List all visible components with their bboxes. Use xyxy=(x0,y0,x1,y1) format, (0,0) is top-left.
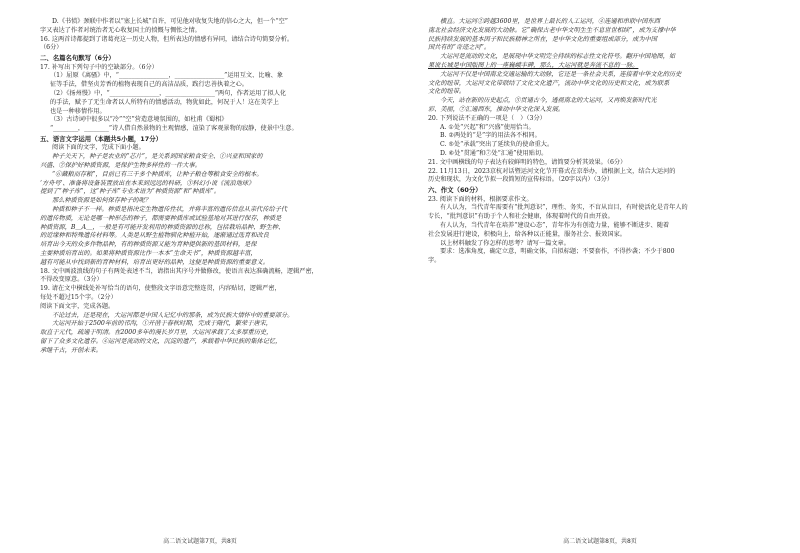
material-1-line-1: 有人认为，当代青年需要有“批判意识”，理性、务实，不盲从盲目，有时使活化是青年人的 xyxy=(440,204,688,212)
essay-requirement-line-1: 要求：选准角度，确定立意，明确文体，自拟标题；不要套作，不得抄袭；不少于800 xyxy=(440,248,675,256)
q23-prompt: 23. 阅读下面的材料，根据要求作文。 xyxy=(428,195,533,203)
passage-4-line-7: 越有可能从中找到新的育种材料，培育出更好的品种，这便是种质资源的重要意义。 xyxy=(40,258,269,266)
passage-9-line-3: 文化的纽带。 xyxy=(428,88,466,96)
passage-4-line-3: 种质资源，B＿A＿，一般是有可能开发利用的种质资源的总称，包括栽培品种、野生种、 xyxy=(40,223,285,231)
essay-requirement-line-2: 字。 xyxy=(428,257,441,265)
page-footer: 高二语文试题第8页，共8页 xyxy=(563,538,637,545)
material-2-line-2: 社会发展进行建设，积极向上，给各种以正能量，服务社会、报效国家。 xyxy=(428,230,626,238)
passage-1-line-1: 种子关天下，种子是农业的“芯片”，是关系到国家粮食安全、①兴亚和国家的 xyxy=(52,153,263,161)
q19-line-2: 每处不超过15个字。（2分） xyxy=(40,293,117,301)
q19-line-1: 19. 请在文中横线处补写恰当的语句，使整段文字语意完整连贯，内容贴切，逻辑严密， xyxy=(40,285,281,293)
passage-7-line-3: 民族持续发展的基本因子和民族精神之所在，是中华文化的重要组成部分，成为中国 xyxy=(428,35,657,43)
passage-9-line-2: 文化的纽带，大运河文化带联结了文化文化遗产，流动中华文化的历史和文化，成为联系 xyxy=(428,79,670,87)
q20-option-d: D. ⑥处“贯通”和⑦处“汇通”使用贴切。 xyxy=(440,149,548,157)
page-8 xyxy=(400,0,800,553)
section-6-heading: 六、作文（60分） xyxy=(428,186,482,195)
q20-option-b: B. ②两处的“是”字的用法各不相同。 xyxy=(440,132,541,140)
passage-4-line-2: 的遗传物质，无论是哪一种形态的种子，都需要种质库或试验基地对其进行保存，种质是 xyxy=(40,214,282,222)
q22-line-1: 22. 11月13日，2023京杭对话暨运河文化节开幕式在京举办，请根据上文，结合大运河的 xyxy=(428,167,676,175)
q17-1-line-2: 征等手法，借坚贞芳香的植物表现自己的高洁品质，践行忠善执着之心。 xyxy=(50,81,248,89)
q20-prompt: 20. 下列说法不正确的一项是（ ）（3分） xyxy=(428,114,546,122)
q17-3-line-1: （3）古诗词中很多以“冷”“空”营造意境氛围的，如杜甫《蜀相》 xyxy=(50,116,228,124)
section-5-heading: 五、语言文字运用（本题共5小题，17分） xyxy=(40,134,162,143)
passage-10-line-2: 彩、美丽，⑦汇通西东，推动中华文化深入发展。 xyxy=(428,105,565,113)
passage-4-line-5: 培育出今天的众多作物品种，有的种质资源又能为育种提供新的基因材料，是保 xyxy=(40,241,257,249)
q18-line-1: 18. 文中画波浪线的句子有两处表述不当，请指出其序号并做修改，使语言表达准确流畅，逻辑严密， xyxy=(40,267,318,275)
section-2-heading: 二、名篇名句默写（6分） xyxy=(40,54,115,63)
passage-2-line-2: ‘方舟号’、准备将设备装置放出在本来到远远的科研，③科幻小说《流浪地球》 xyxy=(40,179,255,187)
passage-9-line-1: 大运河不仅是中国南北交通运输的大动脉，它还是一条社会关系，连接着中华文化的历史 xyxy=(440,70,682,78)
passage-10-line-1: 今天，站在新的历史起点，⑤贯通古今，透视南北的大运河，又再焕发新时代光 xyxy=(440,97,657,105)
passage-3: 那么种质资源是如何保存种子的呢？ xyxy=(52,197,151,205)
q15-option-d-line-1: D.《书愤》颈联中作者以“塞上长城”自许，可见他对收复失地的信心之大，但一个“空” xyxy=(52,18,288,25)
q17-2-line-3: 也是一种移情作用。 xyxy=(50,107,106,115)
q17-3-line-2: “________，________”诗人借自然景物的主观情感，渲染了客观景物的寂静，使景中生意。 xyxy=(50,125,298,133)
passage-7-line-4: 国共有的“奇迹之河”。 xyxy=(428,44,491,52)
q15-option-d-line-2: 字又表达了作者对统治者无心收复国土的愤慨与惆怅之情。 xyxy=(40,26,201,34)
reading-instruction-2: 阅读下面文字，完成各题。 xyxy=(40,302,115,310)
passage-6-line-1: 大运河开始于2500年前的邗沟，①开凿于春秋时期，完成于隋代，繁荣于唐宋， xyxy=(52,320,272,328)
passage-4-line-1: 种质和种子不一样。种质是指决定生物遗传性状，并将丰富的遗传信息从亲代传给子代 xyxy=(52,205,288,213)
passage-4-line-4: 的近缘种和特殊遗传材料等。人类是从野生植物驯化种植开始，逐渐通过选育和改良 xyxy=(40,232,269,240)
q17-1-line-1: （1）屈原《离骚》中，“________________，________________”运用互文、比喻、象 xyxy=(50,72,284,80)
passage-6-line-4: 承继千古，开创未来。 xyxy=(40,346,102,354)
q17-2-line-1: （2）《扬州慢》中，“________________，________________”两句，作者运用了拟人化 xyxy=(50,89,287,97)
q16-line-2: （6分） xyxy=(40,44,63,52)
q16-line-1: 16. 这两首诗都提到了诸葛亮这一历史人物，但所表达的情感有异同，请结合诗句简要分析。 xyxy=(40,35,294,43)
q17-2-line-2: 的手法，赋予了无生命者以人所特有的情感活动，物犹如此，何况于人！这在美学上 xyxy=(50,98,279,106)
q22-line-2: 历史和现状，为文化节拟一段简短的宣传标语。（20字以内）（3分） xyxy=(428,176,614,184)
q20-option-c: C. ⑤处“承载”突出了延续负的使命重大。 xyxy=(440,141,554,149)
reading-instruction-1: 阅读下面的文字，完成下面小题。 xyxy=(52,144,145,152)
passage-1-line-2: 兴盛、②保护好种质资源，是保护生物多样性的一件大事。 xyxy=(40,161,201,169)
passage-7-line-2: 南北社会经济文化发展的大动脉。它“确保古老中华文明生生不息世世相续”，成为支撑中华 xyxy=(428,26,676,34)
material-2-line-1: 有人认为，当代青年在培养“建设心态”，青年作为有创造力量，能够不断进步、随着 xyxy=(440,221,670,229)
passage-6-line-2: 取直于元代，疏通于明清。在2000多年的漫长岁月里，大运河承载了太多厚重历史， xyxy=(40,329,273,337)
passage-4-line-6: 主要种质培育出的。如果将种质资源比作一本本“生命天书”，种质资源越丰富， xyxy=(40,249,257,257)
passage-2-line-1: “⑥藏粮而存粮”，目前已有三千多个种质库，让种子粮仓等粮食安全的根本。 xyxy=(52,170,263,178)
q18-line-2: 不得改变原意。（3分） xyxy=(40,276,103,284)
passage-7-line-1: 横直。大运河②跨越3600里，是世界上最长的人工运河，④连通和串联中国东西 xyxy=(440,18,660,25)
q17-prompt: 17. 补写出下列句子中的空缺部分。（6分） xyxy=(40,63,158,71)
passage-8-line-2: 果说长城是中国版图上的一座巍峨丰碑，那么，大运河就是奔流不息的一脉。 xyxy=(428,61,639,69)
passage-5: 不论过去，还是现在，大运河都是中国人记忆中的那条，成为民族大情怀中的重要部分。 xyxy=(52,311,294,319)
material-3: 以上材料触发了你怎样的思考？请写一篇文章。 xyxy=(440,239,570,247)
passage-6-line-3: 留下了众多文化遗存。④运河是流动的文化，沉淀的遗产，承载着中华民族的集体记忆， xyxy=(40,337,282,345)
q21-prompt: 21. 文中画横线的句子表达有较鲜明的特色，请简要分析其效果。（6分） xyxy=(428,158,627,166)
passage-2-line-3: 提到了“种子库”，这“种子库”专业术语为“种质资源”和“种质库”。 xyxy=(40,188,220,196)
material-1-line-2: 专长，“批判意识”有助于个人和社会健康，体现着时代的自由开放。 xyxy=(428,213,614,221)
page-footer: 高二语文试题第7页，共8页 xyxy=(163,538,237,545)
passage-8-line-1: 大运河是流动的文化，是展现中华文明完全持续的标志性文化符号。翻开中国地图，如 xyxy=(440,53,676,61)
q20-option-a: A. ①处“兴起”和“兴盛”使用恰当。 xyxy=(440,123,535,131)
